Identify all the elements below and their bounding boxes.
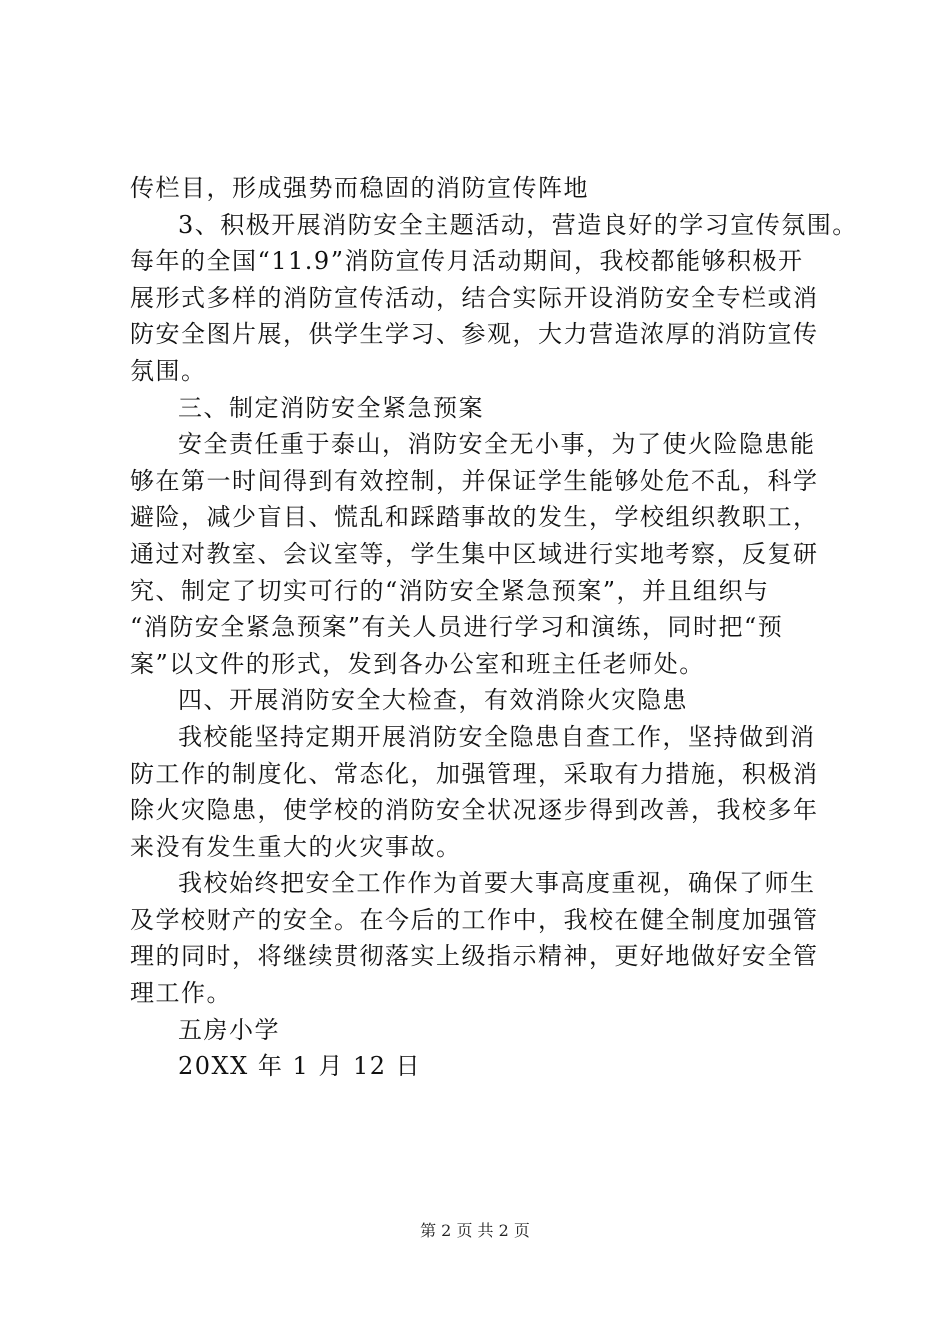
- text-line: 展形式多样的消防宣传活动，结合实际开设消防安全专栏或消: [130, 283, 819, 312]
- text-line: 够在第一时间得到有效控制，并保证学生能够处危不乱，科学: [130, 466, 819, 495]
- text-line: 理工作。: [130, 979, 232, 1008]
- text-line: 我校能坚持定期开展消防安全隐患自查工作，坚持做到消: [178, 722, 816, 751]
- text-line: 每年的全国“11.9”消防宣传月活动期间，我校都能够积极开: [130, 247, 804, 276]
- text-line: 氛围。: [130, 356, 207, 385]
- text-line: 理的同时，将继续贯彻落实上级指示精神，更好地做好安全管: [130, 942, 819, 971]
- text-line: 究、制定了切实可行的“消防安全紧急预案”，并且组织与: [130, 576, 770, 605]
- page-number: 第 2 页 共 2 页: [420, 1221, 530, 1240]
- text-line: 来没有发生重大的火灾事故。: [130, 832, 462, 861]
- section-heading: 三、制定消防安全紧急预案: [178, 393, 484, 422]
- signature-school: 五房小学: [178, 1015, 280, 1044]
- text-line: 安全责任重于泰山，消防安全无小事，为了使火险隐患能: [178, 430, 816, 459]
- text-line: 避险，减少盲目、慌乱和踩踏事故的发生，学校组织教职工，: [130, 503, 819, 532]
- text-line: “消防安全紧急预案”有关人员进行学习和演练，同时把“预: [130, 613, 784, 642]
- text-line: 传栏目，形成强势而稳固的消防宣传阵地: [130, 174, 589, 202]
- text-line: 3、积极开展消防安全主题活动，营造良好的学习宣传氛围。: [178, 210, 858, 239]
- text-line: 及学校财产的安全。在今后的工作中，我校在健全制度加强管: [130, 905, 819, 934]
- text-line: 除火灾隐患，使学校的消防安全状况逐步得到改善，我校多年: [130, 796, 819, 825]
- signature-date: 20XX 年 1 月 12 日: [178, 1052, 422, 1081]
- text-line: 防安全图片展，供学生学习、参观，大力营造浓厚的消防宣传: [130, 320, 819, 349]
- text-line: 我校始终把安全工作作为首要大事高度重视，确保了师生: [178, 869, 816, 898]
- text-line: 案”以文件的形式，发到各办公室和班主任老师处。: [130, 649, 705, 678]
- section-heading: 四、开展消防安全大检查，有效消除火灾隐患: [178, 686, 688, 715]
- text-line: 通过对教室、会议室等，学生集中区域进行实地考察，反复研: [130, 539, 819, 568]
- text-line: 防工作的制度化、常态化，加强管理，采取有力措施，积极消: [130, 759, 819, 788]
- document-body: [130, 170, 858, 1085]
